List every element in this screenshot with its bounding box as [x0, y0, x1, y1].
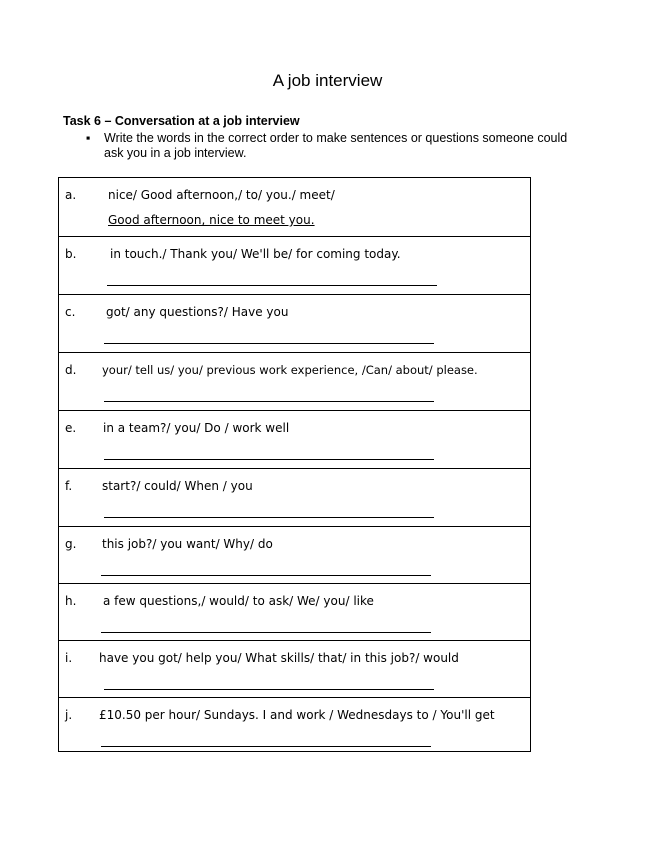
page-title: A job interview — [272, 71, 383, 90]
jumbled-words: in a team?/ you/ Do / work well — [103, 421, 290, 435]
row-letter: f. — [65, 479, 73, 493]
answer-line[interactable] — [104, 343, 434, 344]
jumbled-words: nice/ Good afternoon,/ to/ you./ meet/ — [108, 188, 335, 202]
jumbled-words: this job?/ you want/ Why/ do — [102, 537, 273, 551]
jumbled-words: have you got/ help you/ What skills/ that/ in this job?/ would — [99, 651, 459, 665]
row-letter: j. — [65, 708, 73, 722]
row-letter: g. — [65, 537, 77, 551]
row-letter: e. — [65, 421, 77, 435]
task-heading: Task 6 – Conversation at a job interview — [63, 114, 300, 128]
exercise-row-d — [59, 352, 530, 410]
row-letter: d. — [65, 363, 77, 377]
example-answer: Good afternoon, nice to meet you. — [108, 213, 315, 227]
instruction-line-1: Write the words in the correct order to make sentences or questions someone could — [104, 131, 568, 145]
exercise-row-b — [59, 236, 530, 294]
jumbled-words: got/ any questions?/ Have you — [106, 305, 289, 319]
exercise-row-e — [59, 410, 530, 468]
answer-line[interactable] — [101, 746, 431, 747]
row-letter: a. — [65, 188, 77, 202]
answer-line[interactable] — [104, 401, 434, 402]
exercise-row-h — [59, 583, 530, 640]
row-letter: c. — [65, 305, 76, 319]
jumbled-words: a few questions,/ would/ to ask/ We/ you/ like — [103, 594, 374, 608]
exercise-row-g — [59, 526, 530, 583]
row-letter: i. — [65, 651, 73, 665]
task-instruction — [104, 131, 604, 161]
answer-line[interactable] — [101, 632, 431, 633]
bullet-icon: ▪ — [86, 131, 91, 145]
exercise-row-j — [59, 697, 530, 751]
exercise-row-c — [59, 294, 530, 352]
answer-line[interactable] — [104, 459, 434, 460]
exercise-row-i — [59, 640, 530, 697]
row-letter: h. — [65, 594, 77, 608]
row-letter: b. — [65, 247, 77, 261]
jumbled-words: £10.50 per hour/ Sundays. I and work / Wednesdays to / You'll get — [99, 708, 495, 722]
instruction-line-2: ask you in a job interview. — [104, 146, 247, 160]
exercise-row-f — [59, 468, 530, 526]
jumbled-words: in touch./ Thank you/ We'll be/ for coming today. — [110, 247, 401, 261]
exercise-table — [58, 177, 531, 752]
answer-line[interactable] — [104, 689, 434, 690]
answer-line[interactable] — [104, 517, 434, 518]
answer-line[interactable] — [107, 285, 437, 286]
jumbled-words: your/ tell us/ you/ previous work experience, /Can/ about/ please. — [102, 363, 478, 377]
jumbled-words: start?/ could/ When / you — [102, 479, 253, 493]
answer-line[interactable] — [101, 575, 431, 576]
exercise-row-a — [59, 178, 530, 236]
